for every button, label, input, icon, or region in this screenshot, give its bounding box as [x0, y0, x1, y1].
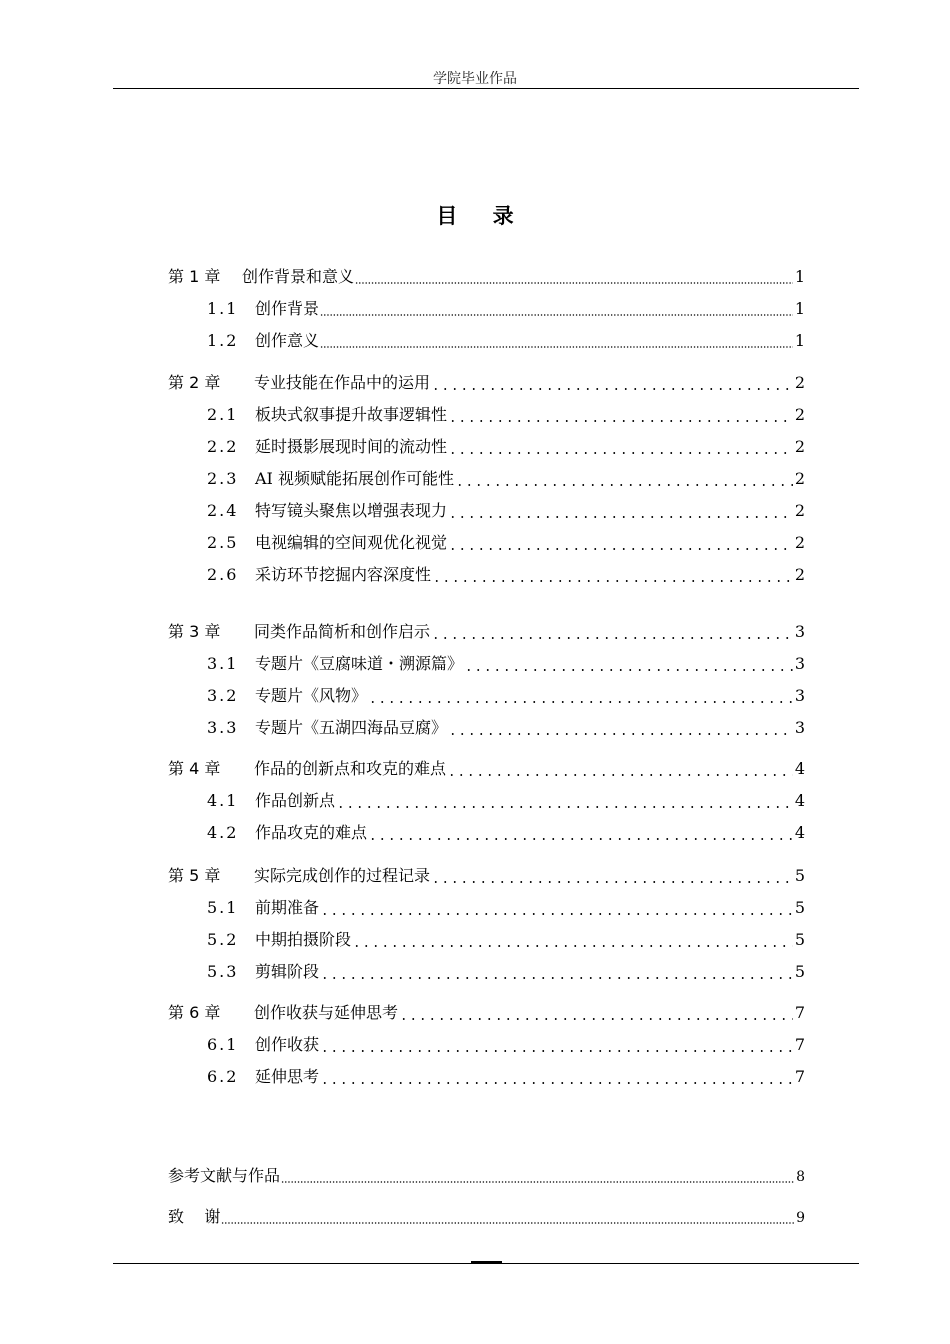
toc-entry-title: 实际完成创作的过程记录	[254, 866, 431, 885]
toc-section-3-3[interactable]	[207, 716, 805, 740]
toc-page-number: 3	[794, 718, 805, 737]
leader-dots	[368, 821, 793, 845]
toc-chapter-5[interactable]	[168, 864, 805, 888]
leader-dots	[320, 960, 793, 984]
toc-chapter-1[interactable]	[168, 265, 805, 289]
toc-entry-title: 致 谢	[168, 1207, 221, 1226]
leader-dots	[431, 371, 793, 395]
toc-section-2-4[interactable]	[207, 499, 805, 523]
toc-number: 6.2	[207, 1067, 239, 1086]
toc-section-2-5[interactable]	[207, 531, 805, 555]
leader-dots	[352, 928, 793, 952]
leader-dots	[455, 467, 793, 491]
leader-dots	[320, 329, 793, 353]
toc-number: 2.2	[207, 437, 239, 456]
toc-number: 3.2	[207, 686, 239, 705]
toc-page-number: 7	[794, 1067, 805, 1086]
toc-entry-title: 剪辑阶段	[255, 962, 320, 981]
toc-page-number: 4	[794, 823, 805, 842]
footer-mark	[471, 1261, 502, 1264]
toc-page-number: 5	[794, 930, 805, 949]
toc-number: 第 2 章	[168, 373, 221, 392]
toc-page-number: 4	[794, 791, 805, 810]
toc-number: 第 6 章	[168, 1003, 221, 1022]
toc-number: 第 1 章	[168, 267, 221, 286]
toc-section-3-1[interactable]	[207, 652, 805, 676]
toc-number: 1.2	[207, 331, 239, 350]
toc-entry-title: 专题片《五湖四海品豆腐》	[255, 718, 448, 737]
toc-entry-title: 中期拍摄阶段	[255, 930, 352, 949]
leader-dots	[320, 896, 793, 920]
leader-dots	[448, 435, 793, 459]
toc-entry-title: 电视编辑的空间观优化视觉	[255, 533, 448, 552]
toc-number: 2.6	[207, 565, 239, 584]
toc-section-1-2[interactable]	[207, 329, 805, 353]
toc-number: 2.5	[207, 533, 239, 552]
toc-page-number: 2	[794, 565, 805, 584]
toc-number: 3.3	[207, 718, 239, 737]
header-rule	[113, 88, 859, 89]
toc-entry-title: 作品攻克的难点	[255, 823, 368, 842]
leader-dots	[320, 297, 793, 321]
leader-dots	[432, 563, 793, 587]
toc-page-number: 1	[794, 331, 805, 350]
toc-page-number: 1	[794, 267, 805, 286]
toc-entry-title: 延时摄影展现时间的流动性	[255, 437, 448, 456]
toc-entry-title: 特写镜头聚焦以增强表现力	[255, 501, 448, 520]
toc-page-number: 1	[794, 299, 805, 318]
leader-dots	[448, 403, 793, 427]
toc-page-number: 7	[794, 1003, 805, 1022]
leader-dots	[448, 531, 793, 555]
toc-entry-title: 作品创新点	[255, 791, 336, 810]
toc-page-number: 4	[794, 759, 805, 778]
toc-chapter-2[interactable]	[168, 371, 805, 395]
toc-section-2-3[interactable]	[207, 467, 805, 491]
toc-number: 4.1	[207, 791, 239, 810]
toc-page-number: 2	[794, 437, 805, 456]
toc-section-1-1[interactable]	[207, 297, 805, 321]
toc-section-2-6[interactable]	[207, 563, 805, 587]
toc-entry-title: 创作背景和意义	[242, 267, 355, 286]
toc-number: 5.3	[207, 962, 239, 981]
toc-page-number: 5	[794, 866, 805, 885]
toc-references[interactable]	[168, 1164, 805, 1188]
leader-dots	[320, 1065, 793, 1089]
toc-section-3-2[interactable]	[207, 684, 805, 708]
toc-entry-title: 创作意义	[255, 331, 320, 350]
toc-number: 1.1	[207, 299, 239, 318]
leader-dots	[447, 757, 793, 781]
toc-section-5-2[interactable]	[207, 928, 805, 952]
toc-acknowledgements[interactable]	[168, 1205, 805, 1229]
running-header: 学院毕业作品	[433, 71, 517, 87]
toc-entry-title: 前期准备	[255, 898, 320, 917]
toc-number: 第 4 章	[168, 759, 221, 778]
leader-dots	[464, 652, 793, 676]
toc-number: 2.1	[207, 405, 239, 424]
toc-page-number: 3	[794, 654, 805, 673]
toc-page-number: 2	[794, 501, 805, 520]
toc-entry-title: 专业技能在作品中的运用	[254, 373, 431, 392]
leader-dots	[221, 1205, 794, 1229]
toc-chapter-3[interactable]	[168, 620, 805, 644]
toc-page-number: 5	[794, 962, 805, 981]
toc-number: 2.4	[207, 501, 239, 520]
toc-section-6-2[interactable]	[207, 1065, 805, 1089]
leader-dots	[368, 684, 793, 708]
leader-dots	[281, 1164, 794, 1188]
toc-number: 4.2	[207, 823, 239, 842]
toc-page-number: 3	[794, 686, 805, 705]
leader-dots	[336, 789, 793, 813]
leader-dots	[448, 716, 793, 740]
leader-dots	[431, 620, 793, 644]
toc-entry-title: 专题片《风物》	[255, 686, 368, 705]
leader-dots	[399, 1001, 793, 1025]
leader-dots	[320, 1033, 793, 1057]
toc-section-6-1[interactable]	[207, 1033, 805, 1057]
toc-number: 5.1	[207, 898, 239, 917]
toc-page-number: 5	[794, 898, 805, 917]
toc-page-number: 2	[794, 469, 805, 488]
toc-section-4-2[interactable]	[207, 821, 805, 845]
toc-entry-title: 专题片《豆腐味道・溯源篇》	[255, 654, 464, 673]
toc-section-2-2[interactable]	[207, 435, 805, 459]
toc-entry-title: AI 视频赋能拓展创作可能性	[255, 469, 454, 488]
toc-entry-title: 创作背景	[255, 299, 320, 318]
toc-page-number: 7	[794, 1035, 805, 1054]
toc-title: 目 录	[436, 204, 528, 228]
toc-page-number: 2	[794, 405, 805, 424]
toc-page-number: 9	[796, 1210, 805, 1226]
toc-chapter-6[interactable]	[168, 1001, 805, 1025]
toc-entry-title: 参考文献与作品	[168, 1166, 281, 1185]
toc-entry-title: 采访环节挖掘内容深度性	[255, 565, 432, 584]
toc-section-5-3[interactable]	[207, 960, 805, 984]
toc-page-number: 2	[794, 533, 805, 552]
toc-number: 5.2	[207, 930, 239, 949]
toc-entry-title: 同类作品简析和创作启示	[254, 622, 431, 641]
toc-number: 6.1	[207, 1035, 239, 1054]
toc-entry-title: 板块式叙事提升故事逻辑性	[255, 405, 448, 424]
toc-section-5-1[interactable]	[207, 896, 805, 920]
toc-number: 第 3 章	[168, 622, 221, 641]
toc-number: 第 5 章	[168, 866, 221, 885]
toc-entry-title: 作品的创新点和攻克的难点	[254, 759, 447, 778]
toc-number: 2.3	[207, 469, 239, 488]
toc-entry-title: 创作收获	[255, 1035, 320, 1054]
leader-dots	[448, 499, 793, 523]
toc-chapter-4[interactable]	[168, 757, 805, 781]
leader-dots	[355, 265, 793, 289]
toc-section-2-1[interactable]	[207, 403, 805, 427]
toc-page-number: 3	[794, 622, 805, 641]
toc-page-number: 8	[796, 1169, 805, 1185]
toc-page-number: 2	[794, 373, 805, 392]
toc-entry-title: 延伸思考	[255, 1067, 320, 1086]
toc-entry-title: 创作收获与延伸思考	[254, 1003, 399, 1022]
toc-number: 3.1	[207, 654, 239, 673]
leader-dots	[431, 864, 793, 888]
toc-section-4-1[interactable]	[207, 789, 805, 813]
